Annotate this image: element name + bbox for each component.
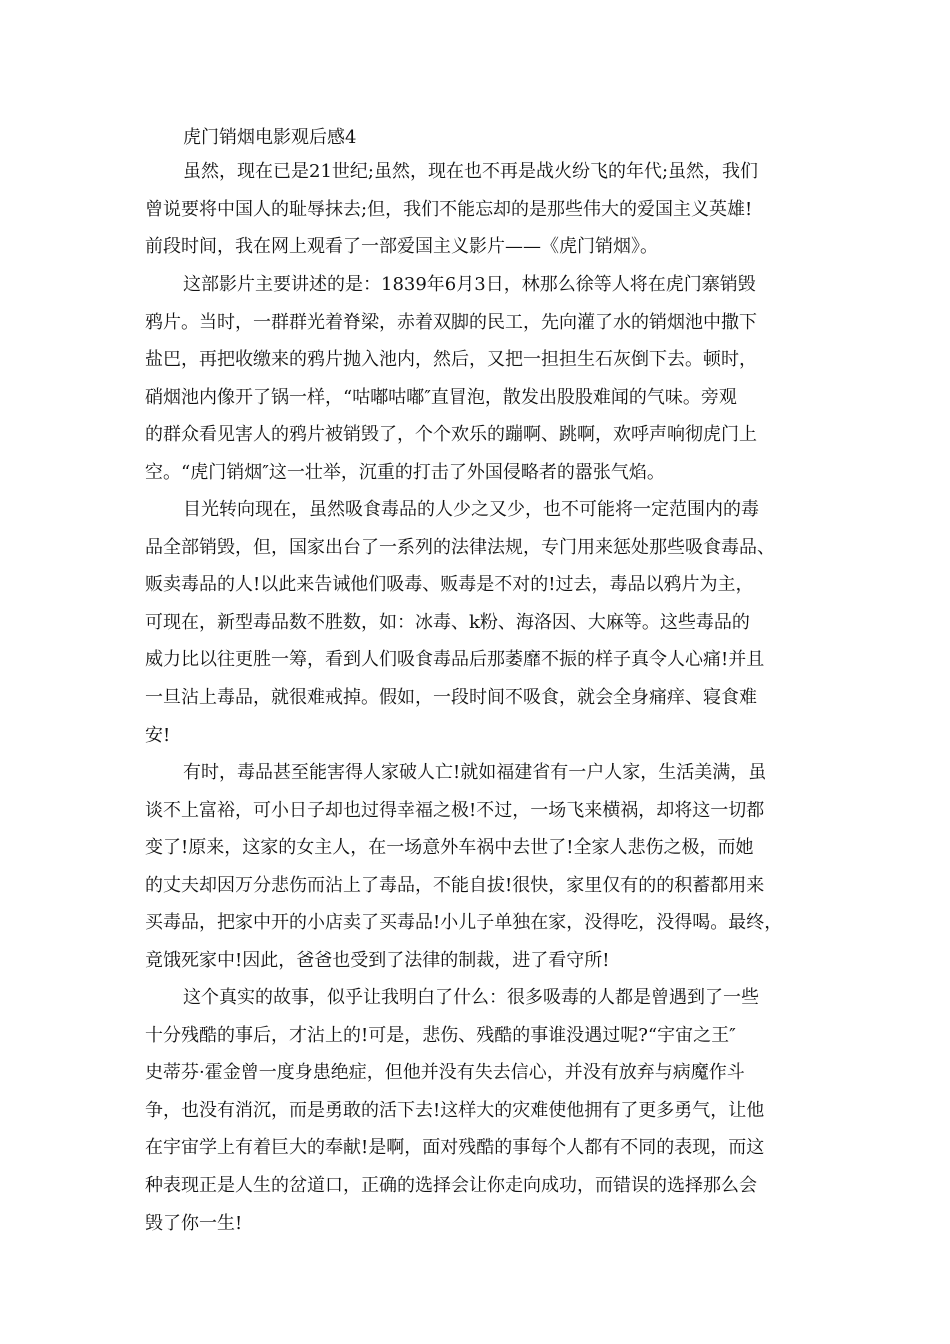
paragraph-line: 目光转向现在，虽然吸食毒品的人少之又少，也不可能将一定范围内的毒 [183,499,759,520]
paragraph-line: 的丈夫却因万分悲伤而沾上了毒品，不能自拔!很快，家里仅有的的积蓄都用来 [145,874,765,896]
paragraph-line: 这个真实的故事，似乎让我明白了什么：很多吸毒的人都是曾遇到了一些 [183,987,759,1008]
paragraph-line: 空。“虎门销烟″这一壮举，沉重的打击了外国侵略者的嚣张气焰。 [145,461,665,483]
paragraph-line: 十分残酷的事后，才沾上的!可是，悲伤、残酷的事谁没遇过呢?“宇宙之王″ [145,1024,736,1046]
paragraph-line: 威力比以往更胜一筹，看到人们吸食毒品后那萎靡不振的样子真令人心痛!并且 [145,649,765,671]
paragraph-line: 可现在，新型毒品数不胜数，如：冰毒、k粉、海洛因、大麻等。这些毒品的 [145,611,750,633]
paragraph-line: 的群众看见害人的鸦片被销毁了，个个欢乐的蹦啊、跳啊，欢呼声响彻虎门上 [145,424,757,446]
paragraph-line: 鸦片。当时，一群群光着脊梁，赤着双脚的民工，先向灌了水的销烟池中撒下 [145,311,757,333]
paragraph-5 [145,979,825,1242]
paragraph-line: 曾说要将中国人的耻辱抹去;但，我们不能忘却的是那些伟大的爱国主义英雄! [145,198,753,220]
paragraph-line: 品全部销毁，但，国家出台了一系列的法律法规，专门用来惩处那些吸食毒品、 [145,536,775,558]
paragraph-line: 毁了你一生! [145,1212,243,1234]
paragraph-line: 贩卖毒品的人!以此来告诫他们吸毒、贩毒是不对的!过去，毒品以鸦片为主， [145,574,754,596]
paragraph-line: 竟饿死家中!因此，爸爸也受到了法律的制裁，进了看守所! [145,949,610,971]
paragraph-line: 有时，毒品甚至能害得人家破人亡!就如福建省有一户人家，生活美满，虽 [183,762,767,783]
paragraph-line: 谈不上富裕，可小日子却也过得幸福之极!不过，一场飞来横祸，却将这一切都 [145,799,765,821]
paragraph-line: 在宇宙学上有着巨大的奉献!是啊，面对残酷的事每个人都有不同的表现，而这 [145,1137,765,1159]
paragraph-4 [145,754,825,980]
paragraph-line: 买毒品，把家中开的小店卖了买毒品!小儿子单独在家，没得吃，没得喝。最终， [145,912,783,934]
paragraph-line: 一旦沾上毒品，就很难戒掉。假如，一段时间不吸食，就会全身痛痒、寝食难 [145,686,757,708]
paragraph-line: 变了!原来，这家的女主人，在一场意外车祸中去世了!全家人悲伤之极，而她 [145,837,754,859]
paragraph-line: 这部影片主要讲述的是：1839年6月3日，林那么徐等人将在虎门寨销毁 [183,274,756,295]
paragraph-2 [145,266,825,492]
paragraph-line: 虽然，现在已是21世纪;虽然，现在也不再是战火纷飞的年代;虽然，我们 [183,161,759,182]
document-title: 虎门销烟电影观后感4 [183,127,357,148]
paragraph-line: 争，也没有消沉，而是勇敢的活下去!这样大的灾难使他拥有了更多勇气，让他 [145,1099,765,1121]
paragraph-line: 安! [145,724,171,746]
paragraph-1 [145,153,825,266]
paragraph-line: 硝烟池内像开了锅一样，“咕嘟咕嘟″直冒泡，散发出股股难闻的气味。旁观 [145,386,737,408]
paragraph-3 [145,491,825,754]
paragraph-line: 前段时间，我在网上观看了一部爱国主义影片——《虎门销烟》。 [145,236,658,258]
paragraph-line: 盐巴，再把收缴来的鸦片抛入池内，然后，又把一担担生石灰倒下去。顿时， [145,349,757,371]
paragraph-line: 种表现正是人生的岔道口，正确的选择会让你走向成功，而错误的选择那么会 [145,1174,757,1196]
paragraph-line: 史蒂芬·霍金曾一度身患绝症，但他并没有失去信心，并没有放弃与病魔作斗 [145,1062,745,1084]
